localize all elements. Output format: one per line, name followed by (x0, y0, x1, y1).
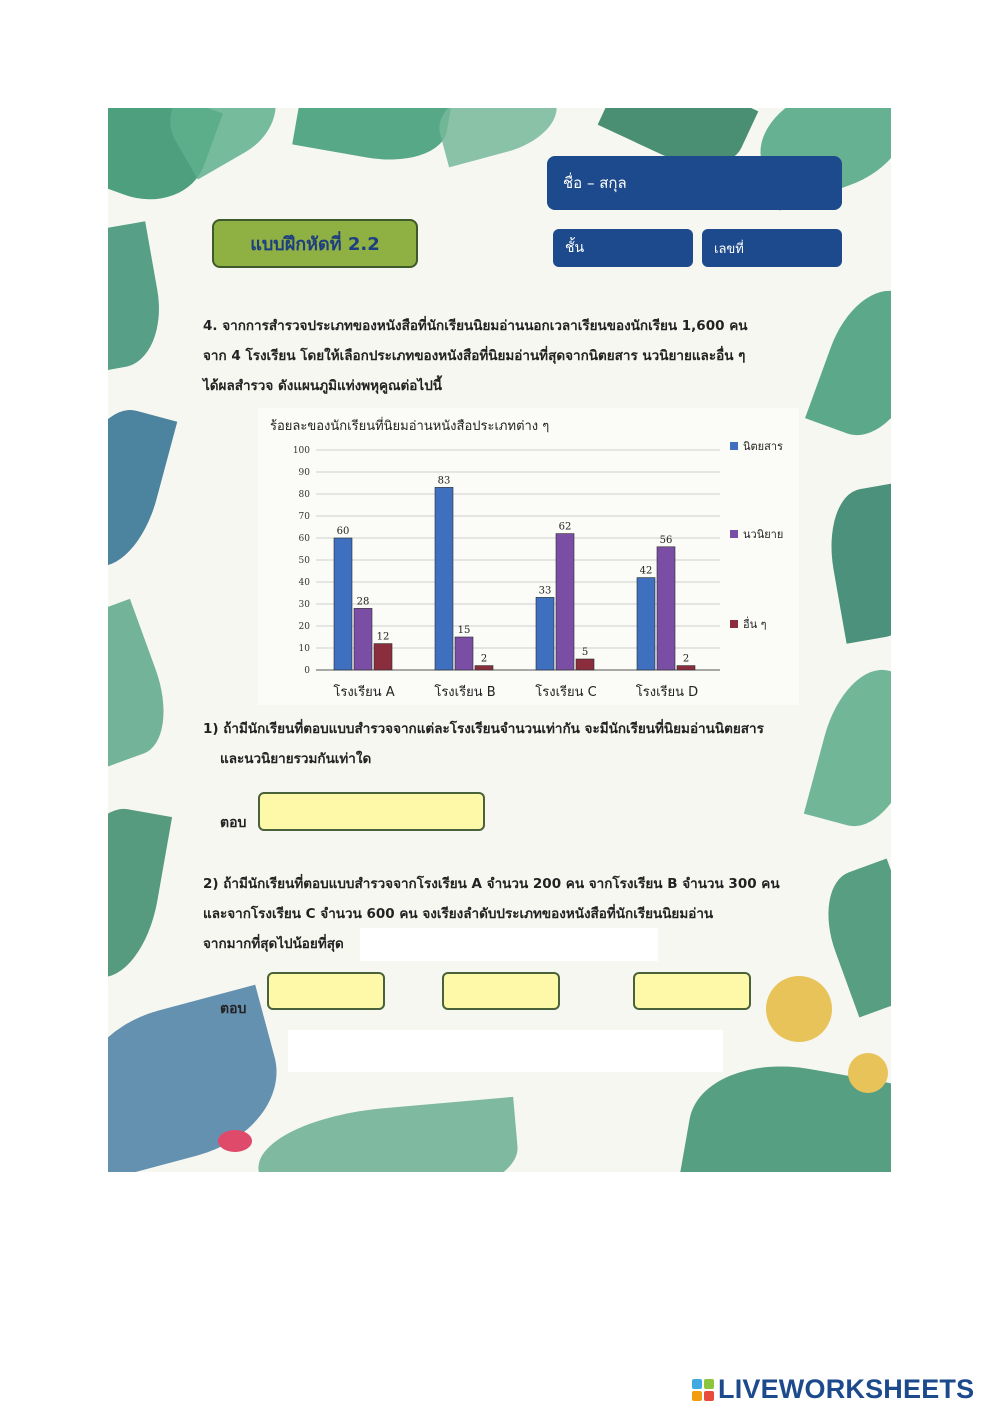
y-tick-label: 100 (292, 446, 310, 456)
q2-answer-input-2[interactable] (442, 972, 560, 1010)
y-tick-label: 0 (304, 666, 310, 676)
name-field[interactable] (547, 156, 842, 210)
leaf-decoration (108, 221, 169, 375)
q2-line2: และจากโรงเรียน C จำนวน 600 คน จงเรียงลำดับประเภทของหนังสือที่นักเรียนนิยมอ่าน (203, 906, 714, 922)
question-intro-line3: ได้ผลสำรวจ ดังแผนภูมิแท่งพหุคูณต่อไปนี้ (203, 378, 443, 394)
bar (475, 666, 493, 670)
leaf-decoration (108, 599, 181, 767)
q1-line2: และนวนิยายรวมกันเท่าใด (220, 751, 372, 767)
flower-decoration (218, 1130, 252, 1152)
data-label: 12 (376, 631, 390, 643)
data-label: 33 (538, 585, 552, 597)
q2-line1: 2) ถ้ามีนักเรียนที่ตอบแบบสำรวจจากโรงเรียน A จำนวน 200 คน จากโรงเรียน B จำนวน 300 คน (203, 876, 780, 892)
legend-label: อื่น ๆ (743, 618, 767, 631)
data-label: 28 (356, 596, 370, 608)
bar (657, 547, 675, 670)
data-label: 62 (558, 521, 572, 533)
bar (536, 597, 554, 670)
bar-chart-svg (258, 408, 799, 705)
y-tick-label: 20 (298, 622, 310, 632)
leaf-decoration (254, 1097, 522, 1172)
liveworksheets-logo (692, 1374, 974, 1405)
legend-swatch (730, 620, 738, 628)
leaf-decoration (821, 482, 891, 644)
q1-line1: 1) ถ้ามีนักเรียนที่ตอบแบบสำรวจจากแต่ละโรงเรียนจำนวนเท่ากัน จะมีนักเรียนที่นิยมอ่านนิตยสาร (203, 721, 764, 737)
data-label: 83 (437, 475, 451, 487)
bar (556, 534, 574, 670)
q2-answer-input-3[interactable] (633, 972, 751, 1010)
bar (455, 637, 473, 670)
bar-chart (258, 408, 799, 705)
bar (637, 578, 655, 670)
liveworksheets-icon (692, 1379, 714, 1401)
question-intro-line2: จาก 4 โรงเรียน โดยให้เลือกประเภทของหนังสือที่นิยมอ่านที่สุดจากนิตยสาร นวนิยายและอื่น ๆ (203, 348, 746, 364)
x-tick-label: โรงเรียน D (635, 685, 699, 700)
leaf-decoration (431, 108, 565, 167)
data-label: 15 (457, 625, 471, 636)
bar (374, 644, 392, 670)
leaf-decoration (805, 277, 891, 449)
bar (334, 538, 352, 670)
exercise-title: แบบฝึกหัดที่ 2.2 (212, 219, 418, 268)
leaf-decoration (108, 801, 172, 984)
bar (354, 608, 372, 670)
data-label: 2 (682, 653, 690, 665)
y-tick-label: 50 (298, 556, 310, 566)
class-field[interactable] (553, 229, 693, 267)
bar (435, 487, 453, 670)
legend-label: นิตยสาร (743, 440, 783, 453)
data-label: 56 (659, 534, 673, 546)
x-tick-label: โรงเรียน C (535, 685, 597, 700)
q1-answer-input[interactable] (258, 792, 485, 831)
number-label: เลขที่ (714, 241, 744, 257)
legend-swatch (730, 442, 738, 450)
cactus-flower-decoration (766, 976, 832, 1042)
data-label: 42 (639, 565, 653, 577)
x-tick-label: โรงเรียน B (434, 685, 496, 700)
q1-answer-label: ตอบ (220, 815, 247, 831)
y-tick-label: 60 (298, 534, 310, 544)
bar (576, 659, 594, 670)
chart-title: ร้อยละของนักเรียนที่นิยมอ่านหนังสือประเภทต่าง ๆ (270, 419, 550, 434)
liveworksheets-brand: LIVEWORKSHEETS (718, 1374, 975, 1404)
class-label: ชั้น (565, 240, 585, 256)
q2-line3: จากมากที่สุดไปน้อยที่สุด (203, 936, 344, 952)
y-tick-label: 70 (298, 512, 310, 522)
number-field[interactable] (702, 229, 842, 267)
whiteout-box (288, 1030, 723, 1072)
legend-swatch (730, 530, 738, 538)
whiteout-box (360, 928, 658, 961)
question-intro-line1: 4. จากการสำรวจประเภทของหนังสือที่นักเรียนนิยมอ่านนอกเวลาเรียนของนักเรียน 1,600 คน (203, 318, 748, 334)
y-tick-label: 30 (298, 600, 310, 610)
leaf-decoration (292, 108, 454, 170)
leaf-decoration (108, 985, 294, 1172)
legend-label: นวนิยาย (743, 528, 784, 541)
name-label: ชื่อ – สกุล (563, 174, 627, 192)
y-tick-label: 80 (298, 490, 310, 500)
bar (677, 666, 695, 670)
leaf-decoration (804, 659, 891, 837)
y-tick-label: 10 (298, 644, 310, 654)
leaf-decoration (108, 400, 177, 577)
data-label: 60 (336, 526, 350, 537)
q2-answer-label: ตอบ (220, 1001, 247, 1017)
data-label: 5 (581, 647, 589, 658)
data-label: 2 (480, 653, 488, 665)
q2-answer-input-1[interactable] (267, 972, 385, 1010)
cactus-flower-decoration (848, 1053, 888, 1093)
y-tick-label: 90 (298, 468, 310, 478)
x-tick-label: โรงเรียน A (333, 685, 395, 700)
y-tick-label: 40 (298, 578, 310, 588)
